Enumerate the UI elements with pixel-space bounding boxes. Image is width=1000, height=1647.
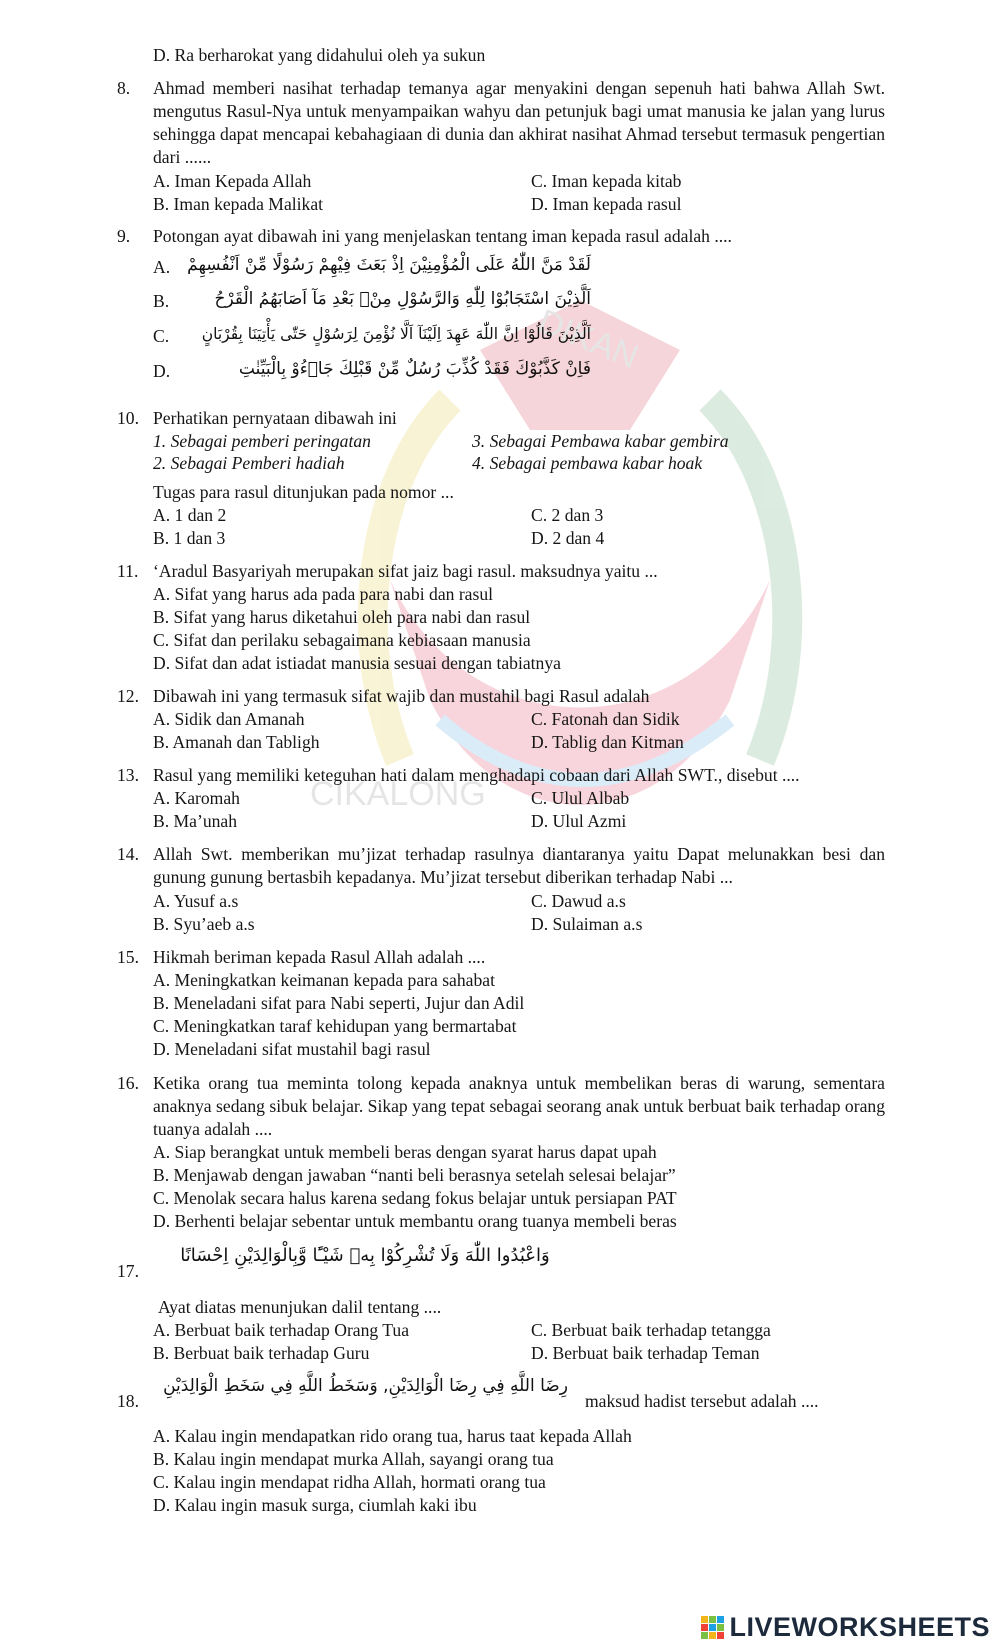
watermark-text-bottom: CIKALONG bbox=[310, 775, 486, 813]
q18-number: 18. bbox=[117, 1391, 139, 1411]
q15-option-c[interactable]: C. Meningkatkan taraf kehidupan yang bermartabat bbox=[153, 1016, 517, 1036]
q13-option-b[interactable]: B. Ma’unah bbox=[153, 811, 238, 831]
q14-question: Allah Swt. memberikan mu’jizat terhadap rasulnya diantaranya yaitu Dapat melunakkan besi dan gunung gunung bertasbih kepadanya. Mu’jizat tersebut diberikan terhadap Nabi ... bbox=[153, 844, 885, 887]
q17-question: Ayat diatas menunjukan dalil tentang .... bbox=[158, 1297, 442, 1317]
q11-option-a[interactable]: A. Sifat yang harus ada pada para nabi dan rasul bbox=[153, 584, 494, 604]
q13-option-a[interactable]: A. Karomah bbox=[153, 788, 240, 808]
q16-option-b[interactable]: B. Menjawab dengan jawaban “nanti beli berasnya setelah selesai belajar” bbox=[153, 1165, 676, 1185]
q9-option-d-label[interactable]: D. bbox=[153, 361, 171, 381]
q9-option-b-arabic[interactable]: اَلَّذِيْنَ اسْتَجَابُوْا لِلّٰهِ وَالرَّسُوْلِ مِنْۢ بَعْدِ مَآ اَصَابَهُمُ الْقَرْحُ bbox=[214, 289, 591, 309]
q10-option-d[interactable]: D. 2 dan 4 bbox=[531, 528, 605, 548]
q10-option-c[interactable]: C. 2 dan 3 bbox=[531, 505, 604, 525]
q17-option-b[interactable]: B. Berbuat baik terhadap Guru bbox=[153, 1343, 370, 1363]
q18-option-a[interactable]: A. Kalau ingin mendapatkan rido orang tua, harus taat kepada Allah bbox=[153, 1426, 632, 1446]
q10-prompt: Tugas para rasul ditunjukan pada nomor ... bbox=[153, 482, 454, 502]
q8-question: Ahmad memberi nasihat terhadap temanya agar menyakini dengan sepenuh hati bahwa Allah Swt. mengutus Rasul-Nya untuk menyampaikan wahyu dan petunjuk bagi umat manusia ke jalan yang lurus sehingga dapat mencapai kebahagiaan di dunia dan akhirat nasihat Ahmad tersebut termasuk pengertian dari ...... bbox=[153, 78, 885, 167]
q12-option-b[interactable]: B. Amanah dan Tabligh bbox=[153, 732, 320, 752]
q12-option-d[interactable]: D. Tablig dan Kitman bbox=[531, 732, 684, 752]
q18-option-c[interactable]: C. Kalau ingin mendapat ridha Allah, hormati orang tua bbox=[153, 1472, 546, 1492]
q14-option-b[interactable]: B. Syu’aeb a.s bbox=[153, 914, 255, 934]
q11-number: 11. bbox=[117, 561, 139, 581]
q16-option-a[interactable]: A. Siap berangkat untuk membeli beras dengan syarat harus dapat upah bbox=[153, 1142, 657, 1162]
liveworksheets-grid-icon bbox=[701, 1616, 724, 1639]
q9-option-a-label[interactable]: A. bbox=[153, 257, 171, 277]
q15-option-d[interactable]: D. Meneladani sifat mustahil bagi rasul bbox=[153, 1039, 431, 1059]
q13-question: Rasul yang memiliki keteguhan hati dalam menghadapi cobaan dari Allah SWT., disebut .... bbox=[153, 765, 800, 785]
q10-option-b[interactable]: B. 1 dan 3 bbox=[153, 528, 226, 548]
q11-option-c[interactable]: C. Sifat dan perilaku sebagaimana kebiasaan manusia bbox=[153, 630, 531, 650]
q18-option-b[interactable]: B. Kalau ingin mendapat murka Allah, sayangi orang tua bbox=[153, 1449, 554, 1469]
q11-option-d[interactable]: D. Sifat dan adat istiadat manusia sesuai dengan tabiatnya bbox=[153, 653, 561, 673]
q15-option-a[interactable]: A. Meningkatkan keimanan kepada para sahabat bbox=[153, 970, 495, 990]
q9-option-c-arabic[interactable]: اَلَّذِيْنَ قَالُوْٓا اِنَّ اللّٰهَ عَهِدَ اِلَيْنَآ اَلَّا نُؤْمِنَ لِرَسُوْلٍ حَتّٰى يَأْتِيَنَا بِقُرْبَانٍ bbox=[201, 325, 591, 343]
q10-statement-1: 1. Sebagai pemberi peringatan bbox=[153, 431, 371, 451]
q14-option-a[interactable]: A. Yusuf a.s bbox=[153, 891, 239, 911]
q12-option-a[interactable]: A. Sidik dan Amanah bbox=[153, 709, 305, 729]
q15-option-b[interactable]: B. Meneladani sifat para Nabi seperti, Jujur dan Adil bbox=[153, 993, 525, 1013]
q9-option-b-label[interactable]: B. bbox=[153, 291, 170, 311]
q8-option-b[interactable]: B. Iman kepada Malikat bbox=[153, 194, 324, 214]
q8-number: 8. bbox=[117, 78, 131, 98]
q8-option-a[interactable]: A. Iman Kepada Allah bbox=[153, 171, 312, 191]
q16-number: 16. bbox=[117, 1073, 139, 1093]
q17-option-c[interactable]: C. Berbuat baik terhadap tetangga bbox=[531, 1320, 771, 1340]
q18-hadith: رِضَا اللَّهِ فِي رِضَا الْوَالِدَيْنِ, وَسَخَطُ اللَّهِ فِي سَخَطِ الْوَالِدَيْنِ bbox=[163, 1376, 568, 1396]
q15-question: Hikmah beriman kepada Rasul Allah adalah .... bbox=[153, 947, 486, 967]
q12-question: Dibawah ini yang termasuk sifat wajib dan mustahil bagi Rasul adalah bbox=[153, 686, 650, 706]
q13-option-d[interactable]: D. Ulul Azmi bbox=[531, 811, 627, 831]
q13-number: 13. bbox=[117, 765, 139, 785]
q18-question: maksud hadist tersebut adalah .... bbox=[585, 1391, 819, 1411]
q10-statement-2: 2. Sebagai Pemberi hadiah bbox=[153, 453, 345, 473]
q17-arabic-verse: وَاعْبُدُوا اللّٰهَ وَلَا تُشْرِكُوْا بِهٖ شَيْـًٔا وَّبِالْوَالِدَيْنِ اِحْسَانًا bbox=[180, 1245, 550, 1266]
q11-option-b[interactable]: B. Sifat yang harus diketahui oleh para nabi dan rasul bbox=[153, 607, 531, 627]
q12-option-c[interactable]: C. Fatonah dan Sidik bbox=[531, 709, 680, 729]
q11-question: ‘Aradul Basyariyah merupakan sifat jaiz bagi rasul. maksudnya yaitu ... bbox=[153, 561, 658, 581]
q10-statement-4: 4. Sebagai pembawa kabar hoak bbox=[472, 453, 703, 473]
q14-number: 14. bbox=[117, 844, 139, 864]
q10-question: Perhatikan pernyataan dibawah ini bbox=[153, 408, 397, 428]
watermark-text-top: DIKAN bbox=[532, 302, 644, 377]
q9-option-a-arabic[interactable]: لَقَدْ مَنَّ اللّٰهُ عَلَى الْمُؤْمِنِيْنَ اِذْ بَعَثَ فِيْهِمْ رَسُوْلًا مِّنْ اَنْفُسِهِمْ bbox=[187, 255, 591, 275]
q8-option-d[interactable]: D. Iman kepada rasul bbox=[531, 194, 682, 214]
q7-option-d: D. Ra berharokat yang didahului oleh ya sukun bbox=[153, 45, 486, 65]
q17-option-d[interactable]: D. Berbuat baik terhadap Teman bbox=[531, 1343, 760, 1363]
q16-option-c[interactable]: C. Menolak secara halus karena sedang fokus belajar untuk persiapan PAT bbox=[153, 1188, 677, 1208]
q16-question: Ketika orang tua meminta tolong kepada anaknya untuk membelikan beras di warung, sementara anaknya sedang sibuk belajar. Sikap yang tepat sebagai seorang anak untuk berbuat baik terhadap orang tuanya adalah .... bbox=[153, 1073, 885, 1139]
q9-number: 9. bbox=[117, 226, 131, 246]
q9-question: Potongan ayat dibawah ini yang menjelaskan tentang iman kepada rasul adalah .... bbox=[153, 226, 732, 246]
liveworksheets-wordmark: LIVEWORKSHEETS bbox=[729, 1612, 990, 1642]
q15-number: 15. bbox=[117, 947, 139, 967]
q10-option-a[interactable]: A. 1 dan 2 bbox=[153, 505, 227, 525]
q10-statement-3: 3. Sebagai Pembawa kabar gembira bbox=[472, 431, 729, 451]
q17-number: 17. bbox=[117, 1261, 139, 1281]
q17-option-a[interactable]: A. Berbuat baik terhadap Orang Tua bbox=[153, 1320, 410, 1340]
q13-option-c[interactable]: C. Ulul Albab bbox=[531, 788, 630, 808]
q14-option-c[interactable]: C. Dawud a.s bbox=[531, 891, 626, 911]
q14-option-d[interactable]: D. Sulaiman a.s bbox=[531, 914, 643, 934]
q8-option-c[interactable]: C. Iman kepada kitab bbox=[531, 171, 682, 191]
liveworksheets-logo[interactable] bbox=[701, 1612, 990, 1642]
q18-option-d[interactable]: D. Kalau ingin masuk surga, ciumlah kaki ibu bbox=[153, 1495, 477, 1515]
q9-option-c-label[interactable]: C. bbox=[153, 326, 170, 346]
q16-option-d[interactable]: D. Berhenti belajar sebentar untuk membantu orang tuanya membeli beras bbox=[153, 1211, 677, 1231]
q10-number: 10. bbox=[117, 408, 139, 428]
q12-number: 12. bbox=[117, 686, 139, 706]
q9-option-d-arabic[interactable]: فَاِنْ كَذَّبُوْكَ فَقَدْ كُذِّبَ رُسُلٌ مِّنْ قَبْلِكَ جَاۤءُوْ بِالْبَيِّنٰتِ bbox=[238, 359, 591, 379]
